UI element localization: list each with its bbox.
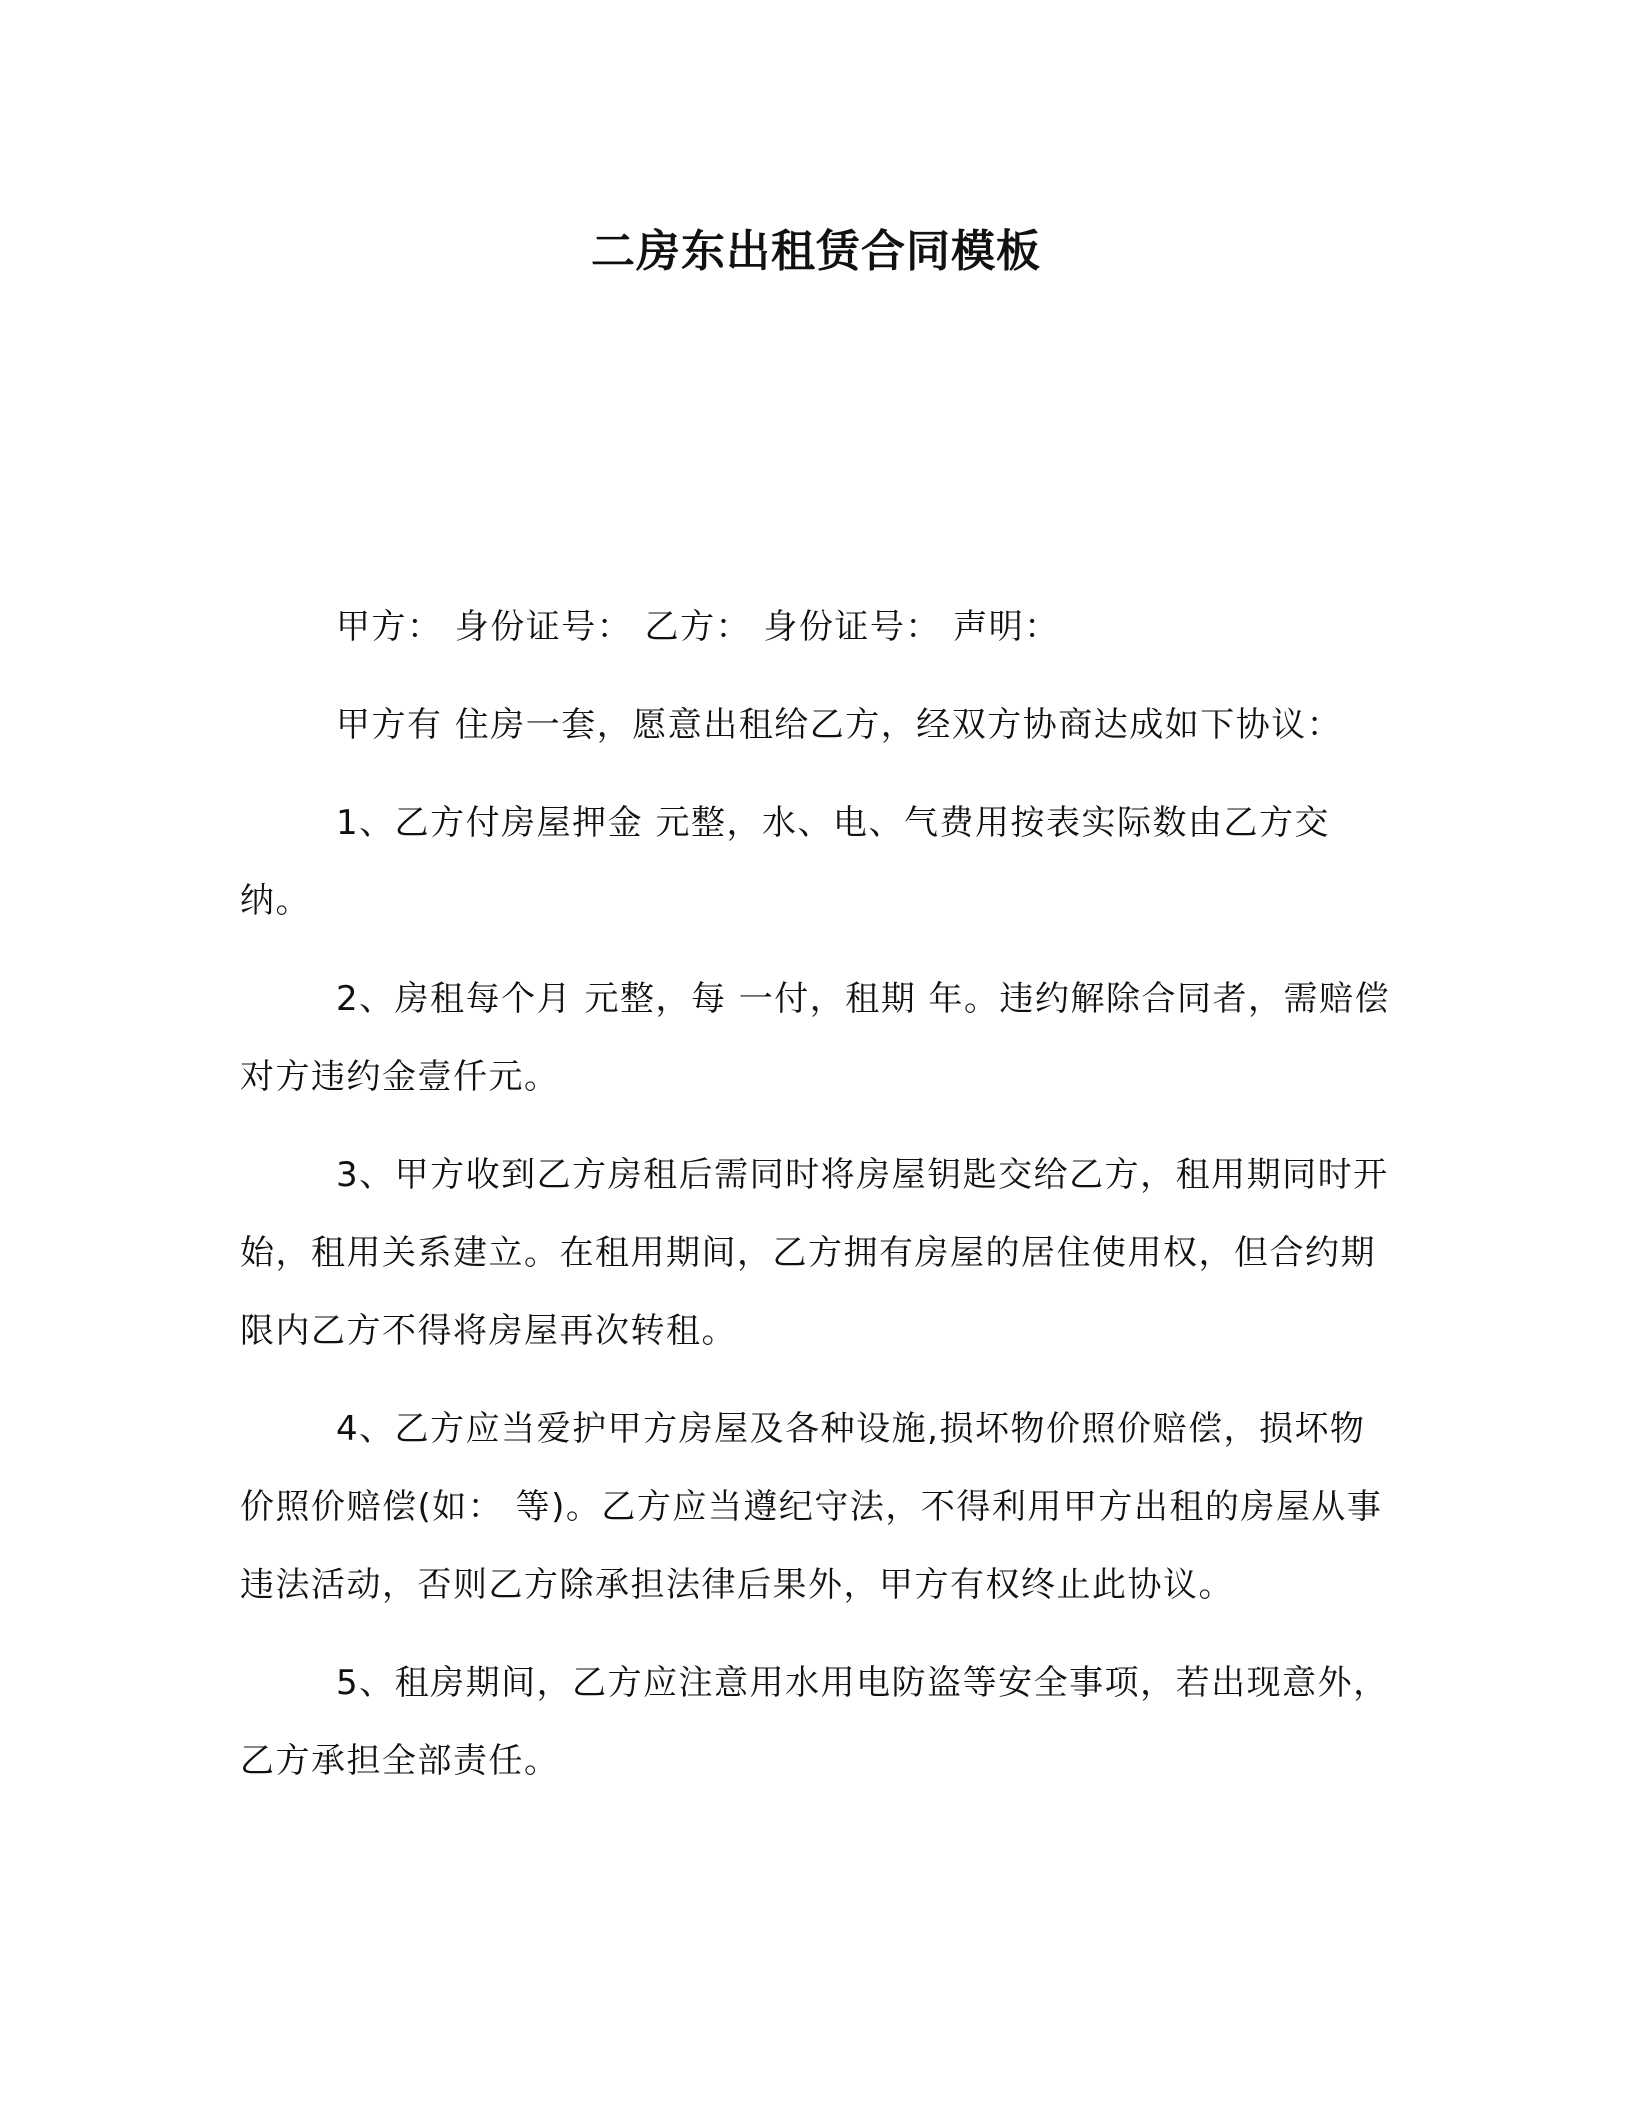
- document-title: 二房东出租赁合同模板: [591, 226, 1041, 277]
- clause-2: 2、房租每个月 元整，每 一付，租期 年。违约解除合同者，需赔偿对方违约金壹仟元。: [240, 979, 1391, 1097]
- clause-1: 1、乙方付房屋押金 元整，水、电、气费用按表实际数由乙方交纳。: [240, 803, 1330, 921]
- clause-3: 3、甲方收到乙方房租后需同时将房屋钥匙交给乙方，租用期同时开始，租用关系建立。在租用期间，乙方拥有房屋的居住使用权，但合约期限内乙方不得将房屋再次转租。: [240, 1155, 1389, 1351]
- parties-line: 甲方： 身份证号： 乙方： 身份证号： 声明：: [336, 607, 1060, 647]
- clause-4: 4、乙方应当爱护甲方房屋及各种设施,损坏物价照价赔偿，损坏物价照价赔偿(如： 等)。乙方应当遵纪守法，不得利用甲方出租的房屋从事违法活动，否则乙方除承担法律后果外，甲方有权终止此协议。: [240, 1409, 1383, 1605]
- document-body: [240, 588, 1400, 1800]
- intro-paragraph: 甲方有 住房一套，愿意出租给乙方，经双方协商达成如下协议：: [336, 705, 1343, 745]
- clause-5: 5、租房期间，乙方应注意用水用电防盗等安全事项，若出现意外，乙方承担全部责任。: [240, 1663, 1389, 1781]
